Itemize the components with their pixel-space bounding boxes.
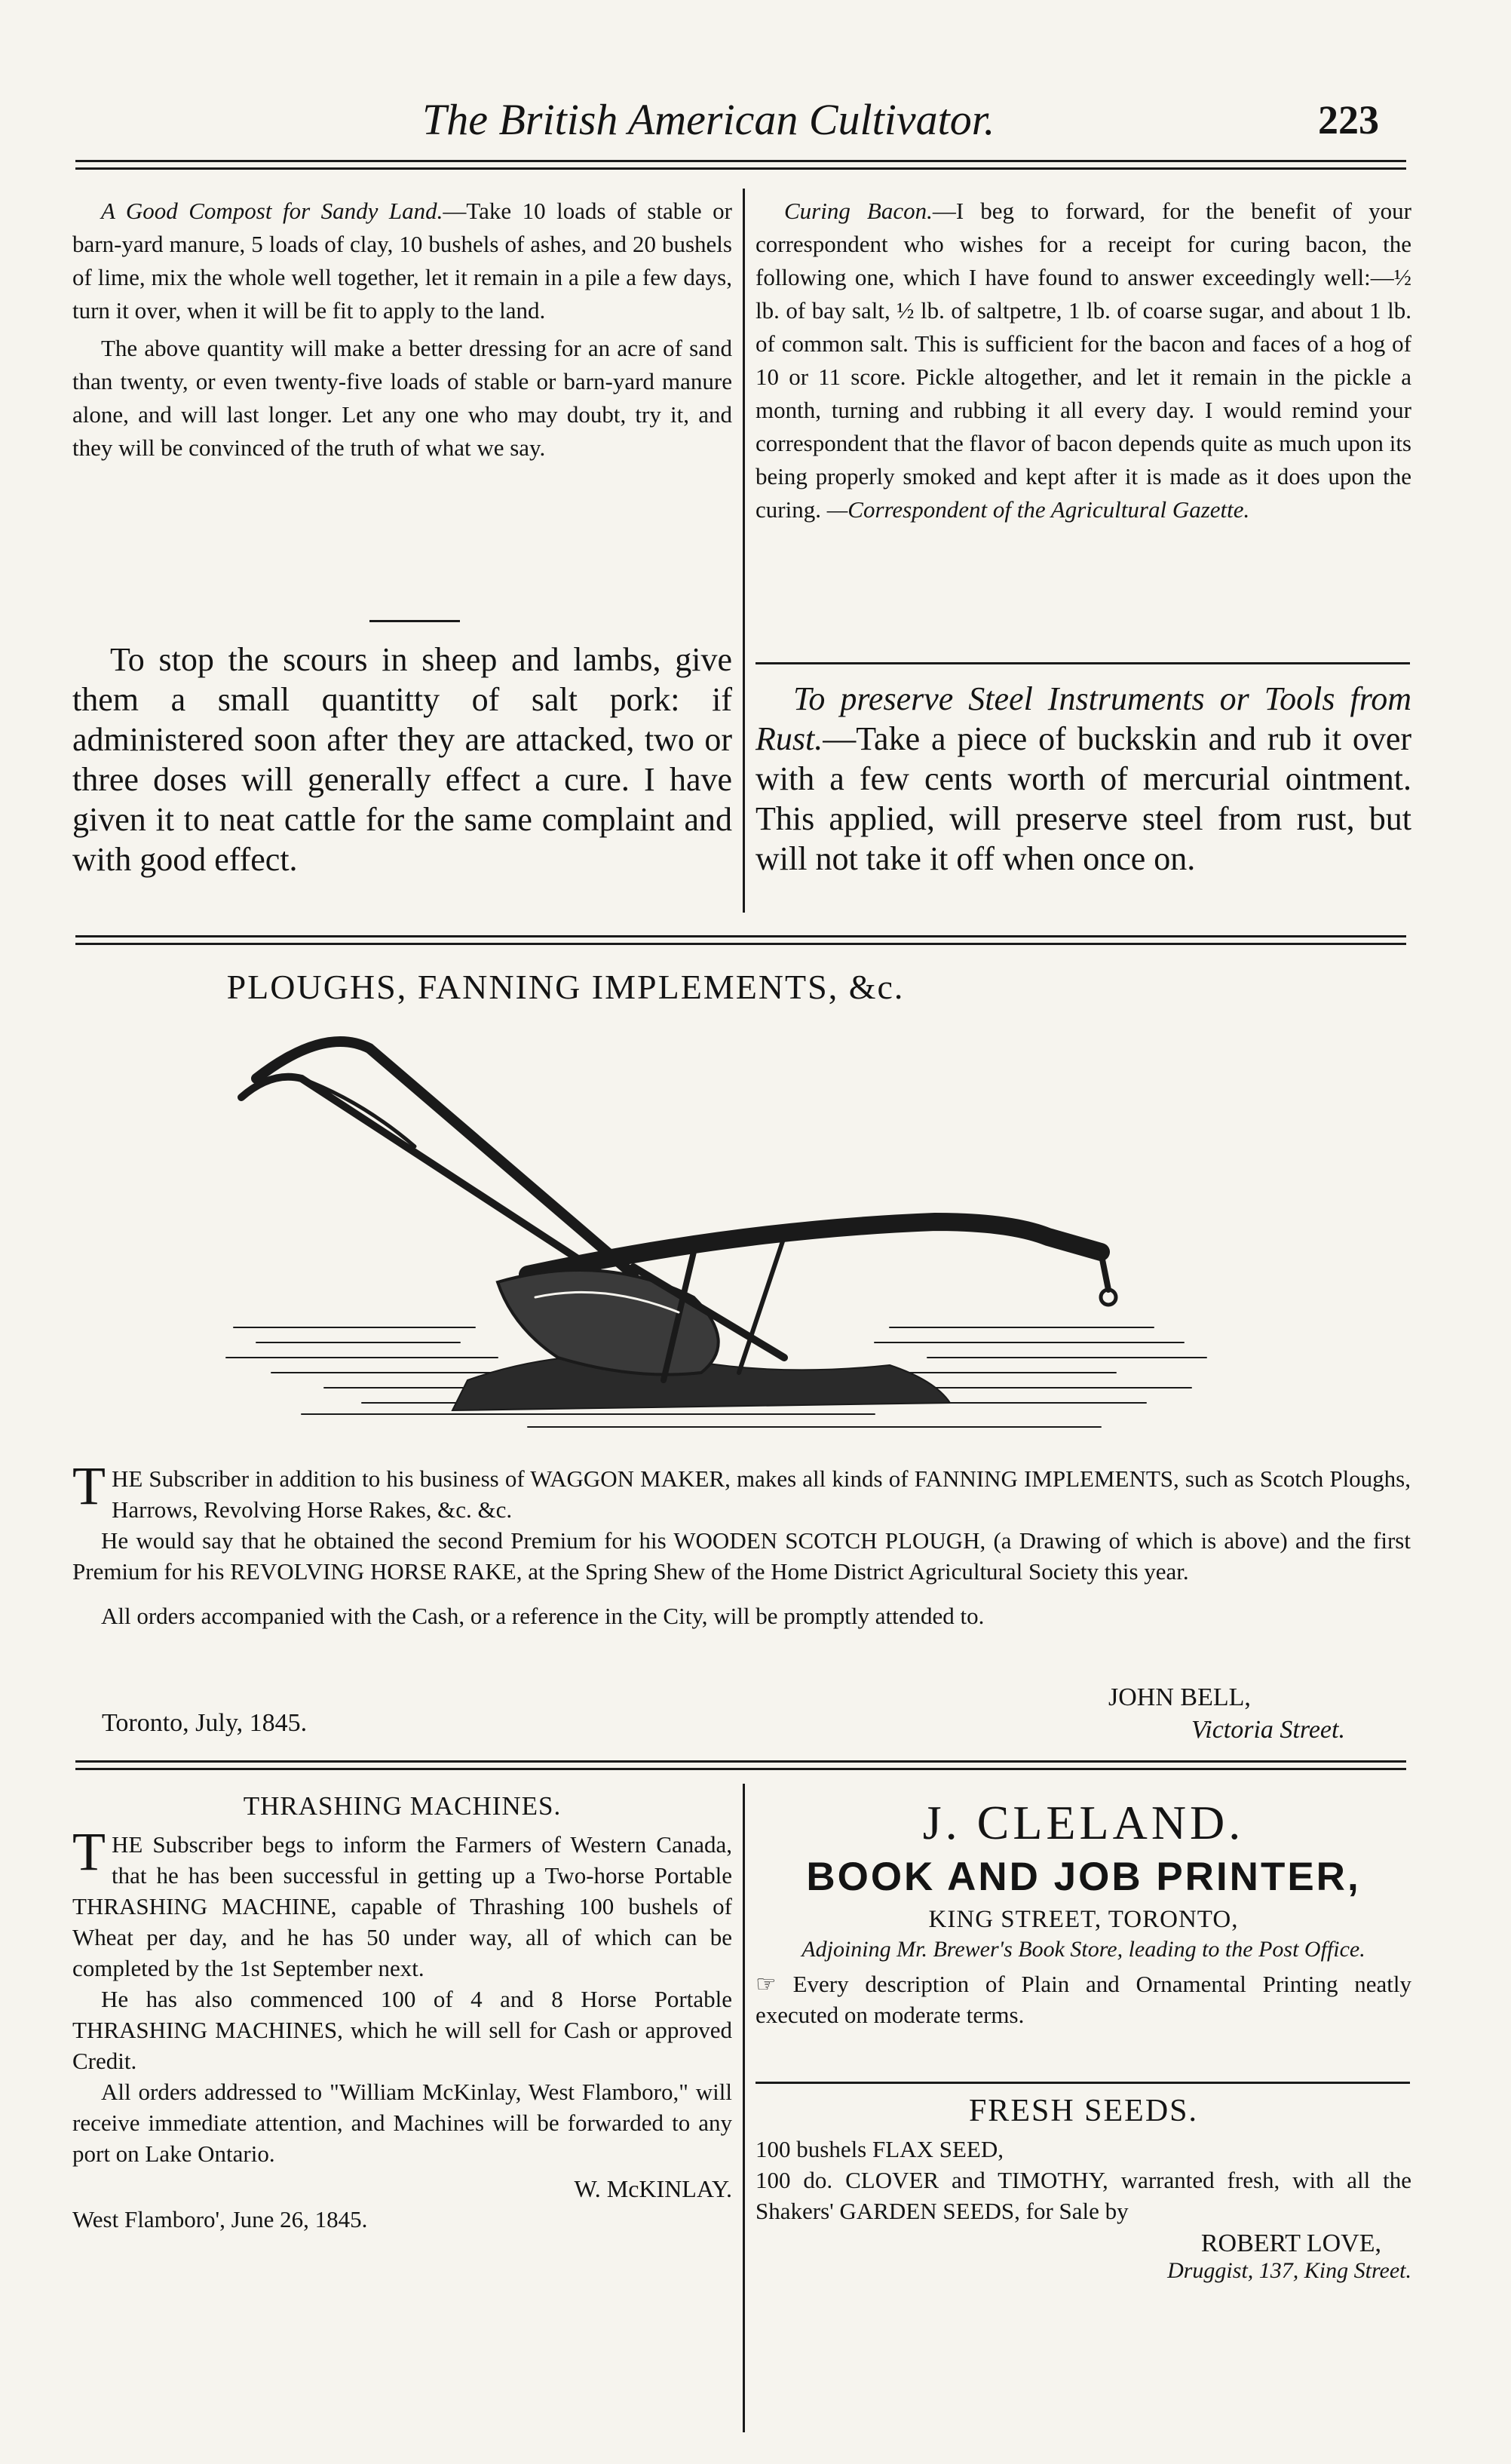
steel-tools-runin: To preserve Steel Instruments or Tools from Rust. — [756, 680, 1411, 757]
cleland-trade: BOOK AND JOB PRINTER, — [806, 1855, 1361, 1899]
curing-bacon-source: —Correspondent of the Agricultural Gazette. — [826, 496, 1250, 523]
ploughs-dropcap: T — [72, 1456, 106, 1516]
steel-tools-article — [756, 679, 1411, 879]
column-divider — [743, 189, 745, 913]
thrashing-paragraph-1: HE Subscriber begs to inform the Farmers of Western Canada, that he has been successful in getting up a Two-horse Portable THRASHING MACHINE, capable of Thrashing 100 bushels of Wheat per day, and he has 50 under way, all of which can be completed by the 1st September next. — [72, 1831, 732, 1981]
steel-tools-text: —Take a piece of buckskin and rub it over with a few cents worth of mercurial ointment. This applied, will preserve steel from rust, but will not take it off when once on. — [756, 720, 1411, 877]
curing-bacon-text: —I beg to forward, for the benefit of your correspondent who wishes for a receipt for curing bacon, the following one, which I have found to answer exceedingly well:—½ lb. of bay salt, ½ lb. of saltpetre, 1 lb. of coarse sugar, and about 1 lb. of common salt. This is sufficient for the bacon and faces of a hog of 10 or 11 score. Pickle altogether, and let it remain in the pickle a month, turning and rubbing it all every day. I would remind your correspondent that the flavor of bacon depends quite as much upon its being properly smoked and kept after it is made as it does upon the curing. — [756, 198, 1411, 523]
cleland-street: KING STREET, TORONTO, — [928, 1906, 1239, 1933]
pointing-hand-icon: ☞ — [756, 1971, 777, 1997]
seeds-line-2: 100 do. CLOVER and TIMOTHY, warranted fresh, with all the Shakers' GARDEN SEEDS, for Sale by — [756, 2167, 1411, 2224]
cleland-notice: Every description of Plain and Ornamental Printing neatly executed on moderate terms. — [756, 1971, 1412, 2028]
compost-article — [72, 195, 732, 469]
thrashing-title: THRASHING MACHINES. — [243, 1791, 562, 1821]
curing-bacon-runin: Curing Bacon. — [784, 198, 933, 224]
cleland-ad — [756, 1795, 1411, 2030]
ploughs-signature: JOHN BELL, — [1108, 1683, 1251, 1711]
seeds-ad — [756, 2093, 1411, 2284]
right-ad-rule — [756, 2082, 1410, 2084]
seeds-address: Druggist, 137, King Street. — [1167, 2258, 1411, 2283]
cleland-location: Adjoining Mr. Brewer's Book Store, leading to the Post Office. — [801, 1937, 1365, 1962]
ploughs-title: PLOUGHS, FANNING IMPLEMENTS, &c. — [226, 968, 905, 1006]
seeds-signature: ROBERT LOVE, — [1200, 2229, 1381, 2257]
ploughs-address: Victoria Street. — [1191, 1716, 1345, 1744]
ploughs-paragraph-1: HE Subscriber in addition to his business of WAGGON MAKER, makes all kinds of FANNING IMPLEMENTS, such as Scotch Ploughs, Harrows, Revolving Horse Rakes, &c. &c. — [111, 1465, 1411, 1523]
seeds-line-1: 100 bushels FLAX SEED, — [756, 2136, 1004, 2162]
seeds-title: FRESH SEEDS. — [968, 2094, 1199, 2128]
plough-illustration — [211, 1026, 1237, 1448]
ploughs-place-date: Toronto, July, 1845. — [102, 1709, 308, 1737]
thrashing-signature: W. McKINLAY. — [574, 2175, 732, 2202]
compost-text: —Take 10 loads of stable or barn-yard manure, 5 loads of clay, 10 bushels of ashes, and 20 bushels of lime, mix the whole well together, let it remain in a pile a few days, turn it over, when it will be fit to apply to the land. — [72, 198, 732, 324]
cleland-name: J. CLELAND. — [922, 1796, 1245, 1849]
ploughs-paragraph-3: All orders accompanied with the Cash, or a reference in the City, will be promptly attended to. — [101, 1603, 985, 1629]
ploughs-ad-body — [72, 1456, 1411, 1631]
thrashing-paragraph-2: He has also commenced 100 of 4 and 8 Horse Portable THRASHING MACHINES, which he will sell for Cash or approved Credit. — [72, 1986, 732, 2074]
short-rule — [369, 620, 460, 622]
ploughs-paragraph-2: He would say that he obtained the second Premium for his WOODEN SCOTCH PLOUGH, (a Drawing of which is above) and the first Premium for his REVOLVING HORSE RAKE, at the Spring Shew of the Home District Agricultural Society this year. — [72, 1527, 1411, 1585]
thrashing-place-date: West Flamboro', June 26, 1845. — [72, 2206, 368, 2232]
section-rule — [75, 935, 1406, 945]
page-number: 223 — [1318, 97, 1379, 143]
thrashing-paragraph-3: All orders addressed to "William McKinlay, West Flamboro," will receive immediate attention, and Machines will be forwarded to any port on Lake Ontario. — [72, 2079, 732, 2167]
compost-followup: The above quantity will make a better dressing for an acre of sand than twenty, or even twenty-five loads of stable or barn-yard manure alone, and will last longer. Let any one who may doubt, try it, and they will be convinced of the truth of what we say. — [72, 335, 732, 461]
header-rule — [75, 160, 1406, 170]
thrashing-dropcap: T — [72, 1821, 106, 1882]
bottom-section-rule — [75, 1760, 1406, 1770]
article-rule — [756, 662, 1410, 664]
bottom-column-divider — [743, 1784, 745, 2432]
compost-runin: A Good Compost for Sandy Land. — [101, 198, 443, 224]
page-header-title: The British American Cultivator. — [422, 95, 995, 144]
curing-bacon-article — [756, 195, 1411, 531]
thrashing-ad — [72, 1791, 732, 2233]
scours-article: To stop the scours in sheep and lambs, give them a small quantitty of salt pork: if administered soon after they are attacked, two or three doses will generally effect a cure. I have given it to neat cattle for the same complaint and with good effect. — [72, 641, 732, 878]
